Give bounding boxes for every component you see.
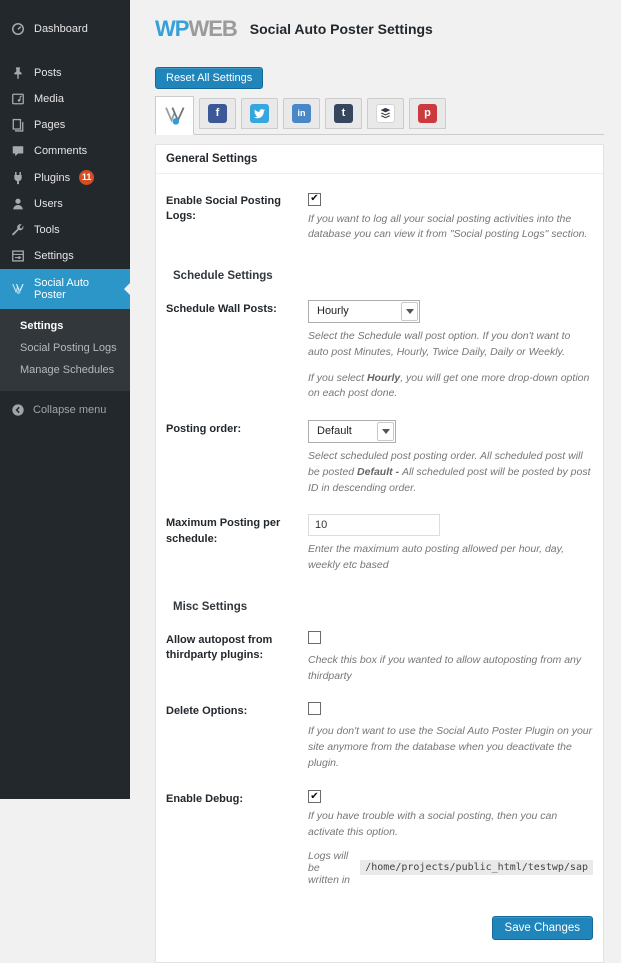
- log-path-prefix: Logs will be written in: [308, 849, 351, 886]
- max-posting-input[interactable]: [308, 514, 440, 536]
- sidebar-item-label: Tools: [34, 224, 60, 236]
- sidebar-item-pages[interactable]: [0, 112, 130, 138]
- main-content: [130, 0, 621, 934]
- sidebar-item-social-auto-poster[interactable]: [0, 269, 130, 309]
- posting-order-label: Posting order:: [166, 423, 242, 435]
- wpweb-mark-icon: [163, 105, 187, 127]
- media-icon: [11, 92, 25, 106]
- desc-text: Select scheduled post posting order. All scheduled post will be posted: [308, 450, 583, 478]
- allow-autopost-description: Check this box if you wanted to allow autoposting from any thirdparty: [308, 653, 582, 682]
- setting-row-allow-autopost: [156, 631, 603, 685]
- sidebar-item-label: Settings: [34, 250, 74, 262]
- max-posting-label: Maximum Posting per schedule:: [166, 517, 281, 545]
- wpweb-icon: [11, 282, 25, 296]
- active-menu-arrow: [118, 283, 130, 295]
- pinterest-icon: p: [418, 104, 437, 123]
- sidebar-item-plugins[interactable]: [0, 164, 130, 191]
- schedule-settings-heading: Schedule Settings: [173, 270, 273, 282]
- submenu-item-manage-schedules[interactable]: Manage Schedules: [20, 364, 115, 376]
- wpweb-logo: [155, 18, 237, 40]
- enable-logs-checkbox[interactable]: ✔: [308, 193, 321, 206]
- sidebar-item-settings[interactable]: [0, 243, 130, 269]
- sidebar-item-dashboard[interactable]: [0, 16, 130, 42]
- delete-options-label: Delete Options:: [166, 705, 248, 718]
- schedule-wall-posts-description-2: [308, 371, 593, 403]
- sidebar-item-posts[interactable]: [0, 60, 130, 86]
- sidebar-item-tools[interactable]: [0, 217, 130, 243]
- facebook-icon: f: [208, 104, 227, 123]
- tab-buffer[interactable]: [367, 98, 404, 129]
- plugin-icon: [11, 171, 25, 185]
- chevron-down-icon: [377, 422, 394, 441]
- schedule-wall-posts-description-1: Select the Schedule wall post option. If you don't want to auto post Minutes, Hourly, Twice Daily, Daily or Weekly.: [308, 330, 571, 358]
- page-title: Social Auto Poster Settings: [249, 21, 433, 37]
- desc-bold-text: Default -: [357, 465, 402, 478]
- social-auto-poster-submenu: [0, 309, 130, 391]
- comment-icon: [11, 144, 25, 158]
- tab-linkedin[interactable]: [283, 98, 320, 129]
- pages-icon: [11, 118, 25, 132]
- reset-all-settings-button[interactable]: Reset All Settings: [155, 67, 263, 89]
- sidebar-item-label: Comments: [34, 145, 88, 157]
- max-posting-description: Enter the maximum auto posting allowed per hour, day, weekly etc based: [308, 543, 565, 571]
- sidebar-item-label: Dashboard: [34, 23, 88, 35]
- sidebar-item-users[interactable]: [0, 191, 130, 217]
- menu-separator: [0, 42, 130, 60]
- submenu-item-settings[interactable]: Settings: [20, 320, 64, 332]
- schedule-wall-posts-label: Schedule Wall Posts:: [166, 303, 277, 315]
- enable-logs-label: Enable Social Posting Logs:: [166, 195, 281, 223]
- allow-autopost-checkbox[interactable]: [308, 631, 321, 644]
- setting-row-schedule-wall-posts: [156, 300, 603, 402]
- logo-web-text: WEB: [188, 16, 237, 41]
- setting-row-max-posting: [156, 514, 603, 574]
- delete-options-description: If you don't want to use the Social Auto Poster Plugin on your site anymore from the database when you deactivate the plugin.: [308, 725, 593, 769]
- tab-twitter[interactable]: [241, 98, 278, 129]
- plugins-update-badge: 11: [79, 170, 94, 185]
- misc-settings-heading: Misc Settings: [173, 600, 248, 613]
- posting-order-select[interactable]: [308, 420, 396, 443]
- desc-text: All scheduled post will be posted by post ID in descending order.: [308, 465, 591, 494]
- desc-text: , you will get one more drop-down option on each post done.: [308, 371, 590, 400]
- save-changes-button[interactable]: Save Changes: [492, 916, 593, 940]
- sidebar-item-comments[interactable]: [0, 138, 130, 164]
- sidebar-item-label: Users: [34, 198, 63, 210]
- enable-debug-label: Enable Debug:: [166, 792, 244, 805]
- setting-row-posting-order: [156, 420, 603, 496]
- sidebar-item-label: Pages: [34, 119, 66, 131]
- tab-pinterest[interactable]: [409, 98, 446, 129]
- tab-facebook[interactable]: [199, 98, 236, 129]
- tumblr-icon: t: [334, 104, 353, 123]
- twitter-icon: [250, 104, 269, 123]
- tab-tumblr[interactable]: [325, 98, 362, 129]
- collapse-arrow-icon: [11, 403, 25, 417]
- schedule-wall-posts-select[interactable]: [308, 300, 420, 323]
- wrench-icon: [11, 223, 25, 237]
- dashboard-icon: [11, 22, 25, 36]
- desc-text: If you select: [308, 371, 367, 384]
- select-value: Hourly: [317, 305, 349, 317]
- log-path-value: /home/projects/public_html/testwp/sap: [360, 860, 593, 875]
- enable-debug-description: If you have trouble with a social posting, then you can activate this option.: [308, 810, 558, 838]
- debug-log-path-line: [308, 850, 593, 886]
- admin-sidebar: [0, 0, 130, 799]
- delete-options-checkbox[interactable]: [308, 702, 321, 715]
- settings-icon: [11, 249, 25, 263]
- submenu-item-social-posting-logs[interactable]: Social Posting Logs: [20, 342, 117, 354]
- logo-wp-text: WP: [155, 16, 189, 41]
- sidebar-item-media[interactable]: [0, 86, 130, 112]
- sidebar-item-label: Social Auto Poster: [34, 277, 90, 301]
- chevron-down-icon: [401, 302, 418, 321]
- setting-row-enable-debug: [156, 790, 603, 886]
- sidebar-item-label: Plugins: [34, 171, 71, 184]
- posting-order-description: [308, 449, 593, 496]
- desc-bold-text: Hourly: [366, 371, 401, 384]
- pushpin-icon: [11, 66, 25, 80]
- sidebar-item-label: Posts: [34, 67, 62, 79]
- panel-section-title: General Settings: [156, 145, 603, 174]
- collapse-menu-button[interactable]: [0, 391, 130, 427]
- setting-row-delete-options: [156, 702, 603, 771]
- collapse-menu-label: Collapse menu: [33, 404, 107, 416]
- linkedin-icon: in: [292, 104, 311, 123]
- tab-wpweb-general[interactable]: [155, 96, 194, 135]
- enable-debug-checkbox[interactable]: ✔: [308, 790, 321, 803]
- select-value: Default: [317, 425, 352, 437]
- allow-autopost-label: Allow autopost from thirdparty plugins:: [166, 633, 273, 662]
- enable-logs-description: If you want to log all your social posting activities into the database you can view it from "Social posting Logs" section.: [308, 212, 588, 241]
- buffer-icon: [376, 104, 395, 123]
- user-icon: [11, 197, 25, 211]
- sidebar-item-label: Media: [34, 93, 64, 105]
- social-network-tabs: [155, 96, 604, 135]
- setting-row-enable-logs: [156, 192, 603, 243]
- general-settings-panel: [155, 144, 604, 963]
